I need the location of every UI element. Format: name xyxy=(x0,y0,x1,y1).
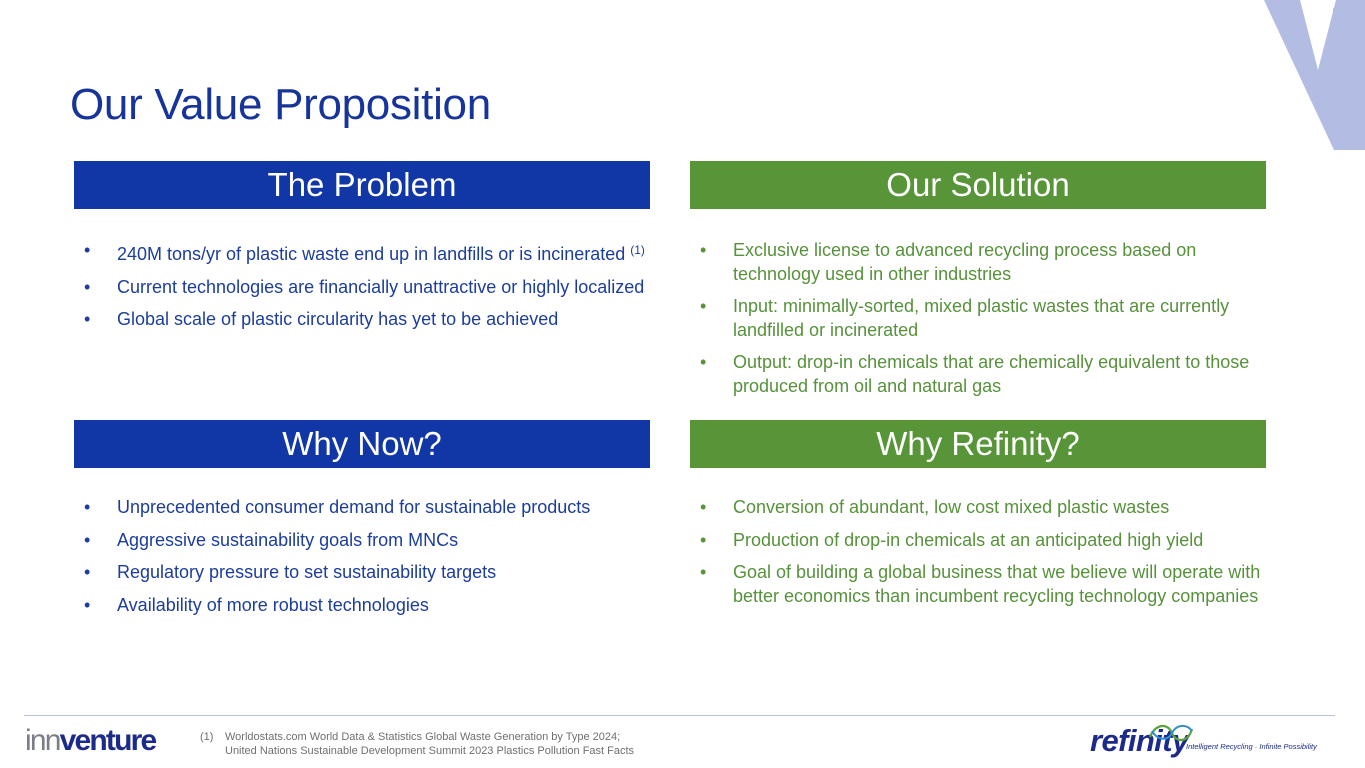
bullet-glyph: • xyxy=(700,240,707,260)
list-item xyxy=(700,295,1280,342)
page-title: Our Value Proposition xyxy=(70,80,491,129)
refinity-tagline: Intelligent Recycling · Infinite Possibility xyxy=(1186,742,1317,751)
bullet-text: Conversion of abundant, low cost mixed plastic wastes xyxy=(733,497,1170,517)
bullet-glyph: • xyxy=(84,240,91,260)
refinity-logo xyxy=(1088,721,1338,761)
list-item xyxy=(84,496,664,520)
footnote-number: (1) xyxy=(200,731,214,743)
bullet-text: Availability of more robust technologies xyxy=(117,594,429,615)
innventure-logo-part2: venture xyxy=(59,724,156,757)
bullet-glyph: • xyxy=(84,309,91,329)
list-item xyxy=(84,594,664,618)
footnote xyxy=(200,730,634,758)
bullet-text: Goal of building a global business that we believe will operate with better economics than incumbent recycling technology companies xyxy=(733,562,1261,606)
innventure-logo xyxy=(25,724,155,758)
bullet-text: Regulatory pressure to set sustainability targets xyxy=(117,562,497,582)
footnote-reference: (1) xyxy=(630,243,645,257)
bullet-glyph: • xyxy=(700,562,707,582)
footer-divider xyxy=(24,715,1335,716)
problem-bullet-list xyxy=(84,239,664,341)
why-refinity-header: Why Refinity? xyxy=(690,420,1266,468)
bullet-text: Input: minimally-sorted, mixed plastic wastes that are currently landfilled or incinerated xyxy=(733,296,1230,340)
solution-header: Our Solution xyxy=(690,161,1266,209)
bullet-glyph: • xyxy=(84,276,91,297)
bullet-text: Global scale of plastic circularity has yet to be achieved xyxy=(117,309,559,329)
list-item xyxy=(700,351,1280,398)
bullet-text: Aggressive sustainability goals from MNCs xyxy=(117,529,459,550)
bullet-glyph: • xyxy=(84,497,91,517)
bullet-glyph: • xyxy=(700,497,707,517)
bullet-text: Unprecedented consumer demand for sustainable products xyxy=(117,497,591,517)
list-item xyxy=(84,529,664,553)
bullet-text: Exclusive license to advanced recycling process based on technology used in other industries xyxy=(733,240,1197,284)
solution-bullet-list xyxy=(700,239,1280,407)
list-item xyxy=(84,276,664,300)
list-item xyxy=(700,239,1280,286)
innventure-logo-part1: inn xyxy=(25,724,60,757)
why-now-header: Why Now? xyxy=(74,420,650,468)
bullet-glyph: • xyxy=(700,296,707,316)
list-item xyxy=(700,496,1280,520)
footnote-line: Worldostats.com World Data & Statistics Global Waste Generation by Type 2024; xyxy=(225,731,621,743)
problem-header: The Problem xyxy=(74,161,650,209)
footnote-line: United Nations Sustainable Development Summit 2023 Plastics Pollution Fast Facts xyxy=(225,745,635,757)
list-item xyxy=(84,308,664,332)
bullet-glyph: • xyxy=(84,529,91,550)
refinity-logo-word: refinity xyxy=(1090,723,1189,758)
list-item xyxy=(84,561,664,585)
why-now-bullet-list xyxy=(84,496,664,626)
bullet-glyph: • xyxy=(84,562,91,582)
bullet-glyph: • xyxy=(84,594,91,615)
list-item xyxy=(700,561,1280,608)
bullet-text: Production of drop-in chemicals at an anticipated high yield xyxy=(733,529,1204,550)
list-item xyxy=(84,239,664,267)
corner-v-decoration xyxy=(1264,0,1365,152)
list-item xyxy=(700,529,1280,553)
why-refinity-bullet-list xyxy=(700,496,1280,617)
bullet-text: Current technologies are financially unattractive or highly localized xyxy=(117,276,645,297)
bullet-glyph: • xyxy=(700,529,707,550)
bullet-glyph: • xyxy=(700,352,707,372)
bullet-text: Output: drop-in chemicals that are chemically equivalent to those produced from oil and natural gas xyxy=(733,352,1250,396)
bullet-text: 240M tons/yr of plastic waste end up in landfills or is incinerated xyxy=(117,244,631,264)
